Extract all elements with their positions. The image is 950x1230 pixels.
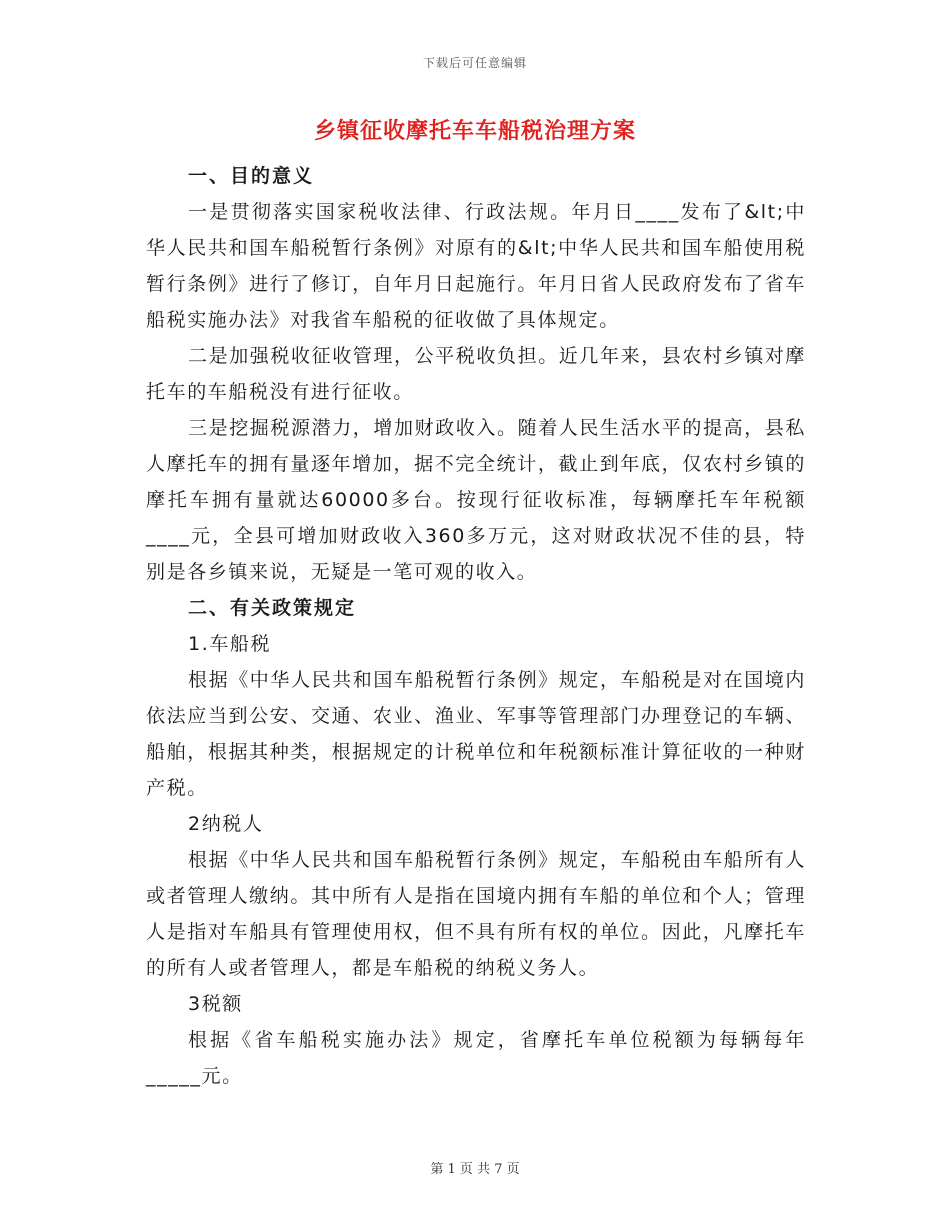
subheading-vehicle-tax: 1.车船税: [188, 633, 272, 655]
paragraph: 根据《中华人民共和国车船税暂行条例》规定，车船税是对在国境内依法应当到公安、交通、农业、渔业、军事等管理部门办理登记的车辆、船舶，根据其种类，根据规定的计税单位和年税额标准计算征收的一种财产税。: [146, 669, 807, 799]
paragraph: 三是挖掘税源潜力，增加财政收入。随着人民生活水平的提高，县私人摩托车的拥有量逐年增加，据不完全统计，截止到年底，仅农村乡镇的摩托车拥有量就达60000多台。按现行征收标准，每辆摩托车年税额____元，全县可增加财政收入360多万元，这对财政状况不佳的县，特别是各乡镇来说，无疑是一笔可观的收入。: [146, 417, 807, 583]
paragraph: 根据《省车船税实施办法》规定，省摩托车单位税额为每辆每年_____元。: [146, 1029, 806, 1087]
page-number: 第 1 页 共 7 页: [430, 1162, 520, 1177]
paragraph: 一是贯彻落实国家税收法律、行政法规。年月日____发布了&lt;中华人民共和国车船税暂行条例》对原有的&lt;中华人民共和国车船使用税暂行条例》进行了修订，自年月日起施行。年月日省人民政府发布了省车船税实施办法》对我省车船税的征收做了具体规定。: [146, 201, 806, 331]
subheading-taxpayer: 2纳税人: [188, 813, 264, 835]
subheading-tax-amount: 3税额: [188, 993, 243, 1015]
section-heading-policy: 二、有关政策规定: [188, 597, 357, 619]
paragraph: 根据《中华人民共和国车船税暂行条例》规定，车船税由车船所有人或者管理人缴纳。其中所有人是指在国境内拥有车船的单位和个人；管理人是指对车船具有管理使用权，但不具有所有权的单位。因此，凡摩托车的所有人或者管理人，都是车船税的纳税义务人。: [146, 849, 807, 979]
header-note: 下载后可任意编辑: [422, 56, 527, 70]
paragraph: 二是加强税收征收管理，公平税收负担。近几年来，县农村乡镇对摩托车的车船税没有进行征收。: [146, 345, 807, 403]
section-heading-purpose: 一、目的意义: [188, 165, 315, 187]
document-title: 乡镇征收摩托车车船税治理方案: [313, 119, 636, 144]
document-body: [146, 158, 806, 1094]
